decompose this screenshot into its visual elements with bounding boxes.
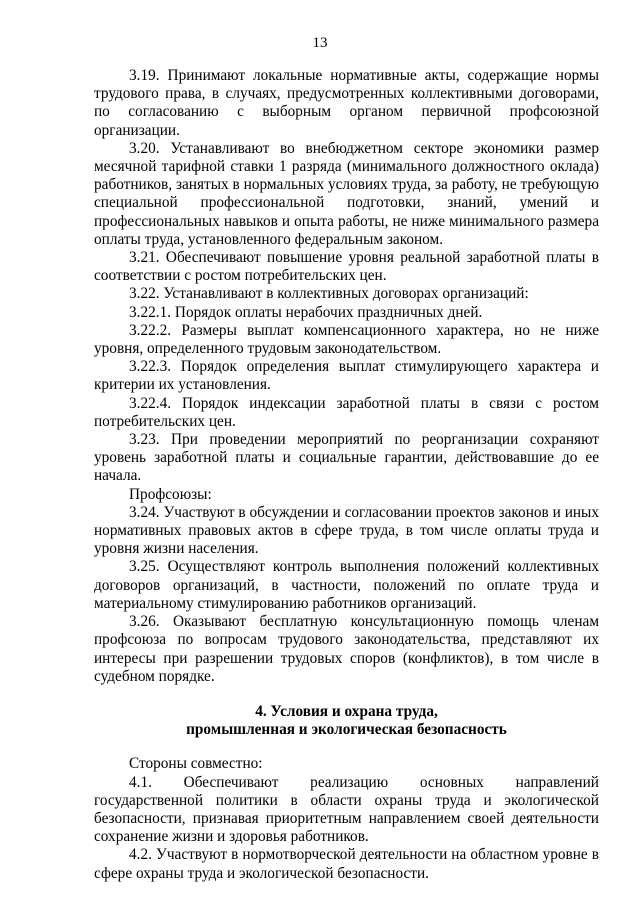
paragraph-3-21: 3.21. Обеспечивают повышение уровня реальной заработной платы в соответствии с ростом потребительских цен.: [94, 249, 599, 285]
spacer: [94, 686, 599, 703]
paragraph-3-23: 3.23. При проведении мероприятий по реорганизации сохраняют уровень заработной платы и социальные гарантии, действовавшие до ее начала.: [94, 431, 599, 485]
paragraph-4-1: 4.1. Обеспечивают реализацию основных направлений государственной политики в области охраны труда и экологической безопасности, признавая приоритетным направлением своей деятельности сохранение жизни и здоровья работников.: [94, 773, 599, 846]
section-heading-line-2: промышленная и экологическая безопасность: [186, 721, 507, 739]
paragraph-3-22-1: 3.22.1. Порядок оплаты нерабочих праздничных дней.: [129, 303, 483, 321]
paragraph-3-22-2: 3.22.2. Размеры выплат компенсационного характера, но не ниже уровня, определенного трудовым законодательством.: [94, 321, 599, 358]
paragraph-3-22-3: 3.22.3. Порядок определения выплат стимулирующего характера и критерии их установления.: [94, 358, 599, 394]
paragraph-trade-unions: Профсоюзы:: [129, 485, 212, 503]
paragraph-parties-jointly: Стороны совместно:: [129, 755, 263, 773]
paragraph-4-2: 4.2. Участвуют в нормотворческой деятельности на областном уровне в сфере охраны труда и экологической безопасности.: [94, 846, 599, 882]
paragraph-3-20: 3.20. Устанавливают во внебюджетном секторе экономики размер месячной тарифной ставки 1 разряда (минимального должностного оклада) работников, занятых в нормальных условиях труда, за работу, не требующую специальной профессиональной подготовки, знаний, умений и профессиональных навыков и опыта работы, не ниже минимального размера оплаты труда, установленного федеральным законом.: [94, 139, 599, 248]
spacer: [94, 739, 599, 755]
paragraph-3-24: 3.24. Участвуют в обсуждении и согласовании проектов законов и иных нормативных правовых актов в сфере труда, в том числе оплаты труда и уровня жизни населения.: [94, 503, 599, 558]
paragraph-3-26: 3.26. Оказывают бесплатную консультационную помощь членам профсоюза по вопросам трудового законодательства, представляют их интересы при разрешении трудовых споров (конфликтов), в том числе в судебном порядке.: [94, 613, 599, 685]
paragraph-3-25: 3.25. Осуществляют контроль выполнения положений коллективных договоров организаций, в частности, положений по оплате труда и материальному стимулированию работников организаций.: [94, 558, 599, 612]
document-body: [94, 67, 599, 883]
paragraph-3-22: 3.22. Устанавливают в коллективных договорах организаций:: [129, 285, 529, 303]
page-number: 13: [312, 35, 328, 51]
paragraph-3-22-4: 3.22.4. Порядок индексации заработной платы в связи с ростом потребительских цен.: [94, 394, 599, 430]
paragraph-3-19: 3.19. Принимают локальные нормативные акты, содержащие нормы трудового права, в случаях, предусмотренных коллективными договорами, по согласованию с выборным органом первичной профсоюзной организации.: [94, 67, 599, 139]
section-heading-line-1: 4. Условия и охрана труда,: [255, 702, 438, 720]
